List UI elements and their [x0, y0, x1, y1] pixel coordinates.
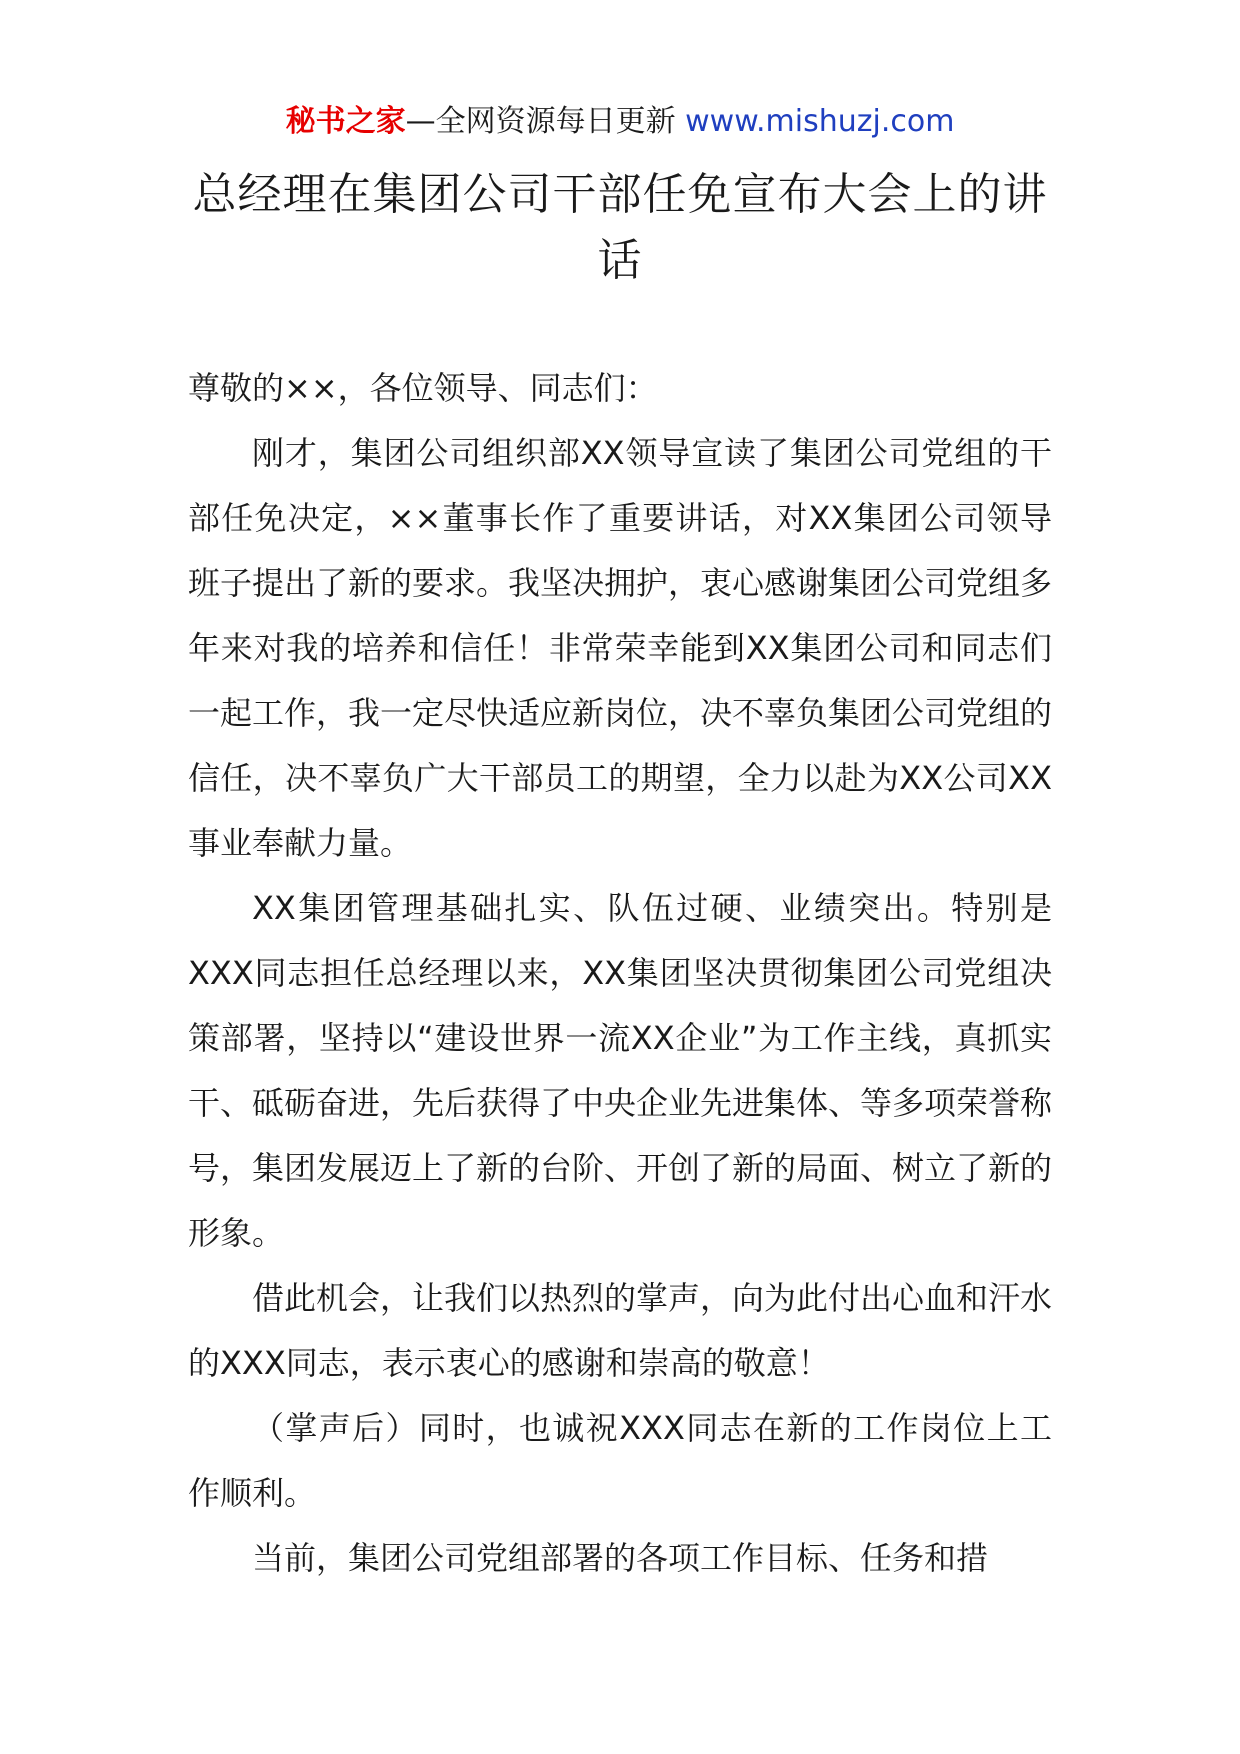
site-tagline: —全网资源每日更新: [405, 104, 676, 139]
document-title: 总经理在集团公司干部任免宣布大会上的讲话: [192, 169, 1048, 286]
site-header: [0, 100, 1240, 144]
salutation: 尊敬的××，各位领导、同志们：: [188, 369, 658, 407]
paragraph-3: 借此机会，让我们以热烈的掌声，向为此付出心血和汗水的XXX同志，表示衷心的感谢和崇高的敬意！: [188, 1279, 1053, 1382]
site-url-link[interactable]: www.mishuzj.com: [685, 104, 955, 139]
document-body: [188, 356, 1052, 1591]
site-brand: 秘书之家: [285, 104, 406, 139]
paragraph-5: 当前，集团公司党组部署的各项工作目标、任务和措: [252, 1539, 989, 1577]
paragraph-2: XX集团管理基础扎实、队伍过硬、业绩突出。特别是XXX同志担任总经理以来，XX集团坚决贯彻集团公司党组决策部署，坚持以“建设世界一流XX企业”为工作主线，真抓实干、砥砺奋进，先后获得了中央企业先进集体、等多项荣誉称号，集团发展迈上了新的台阶、开创了新的局面、树立了新的形象。: [188, 889, 1053, 1252]
paragraph-4: （掌声后）同时，也诚祝XXX同志在新的工作岗位上工作顺利。: [188, 1409, 1052, 1512]
paragraph-1: 刚才，集团公司组织部XX领导宣读了集团公司党组的干部任免决定，××董事长作了重要讲话，对XX集团公司领导班子提出了新的要求。我坚决拥护，衷心感谢集团公司党组多年来对我的培养和信任！非常荣幸能到XX集团公司和同志们一起工作，我一定尽快适应新岗位，决不辜负集团公司党组的信任，决不辜负广大干部员工的期望，全力以赴为XX公司XX事业奉献力量。: [188, 434, 1053, 862]
